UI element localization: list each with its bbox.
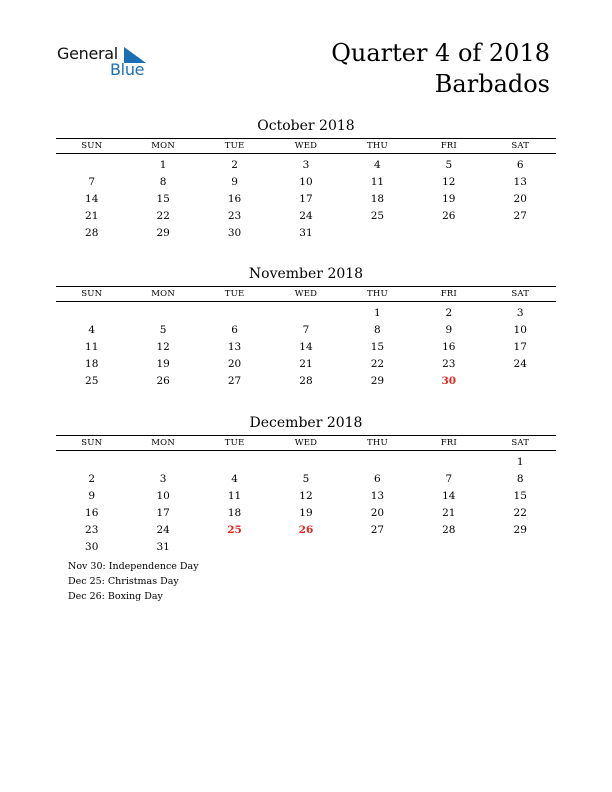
day-cell: 29	[156, 227, 170, 239]
day-cell: 10	[299, 176, 313, 188]
weekday-header: TUE	[224, 289, 245, 299]
day-cell: 19	[442, 193, 456, 205]
week-row	[56, 339, 556, 355]
day-cell: 1	[159, 159, 167, 171]
weekday-header: FRI	[440, 438, 457, 448]
day-cell: 16	[227, 193, 242, 205]
day-cell: 15	[156, 193, 170, 205]
day-cell: 9	[445, 324, 453, 336]
day-cell: 17	[299, 193, 313, 205]
weekday-header-row	[56, 435, 556, 451]
holiday-day-cell: 25	[227, 524, 242, 536]
day-cell: 14	[442, 490, 456, 502]
day-cell: 18	[85, 358, 99, 370]
logo-general-text: General	[57, 44, 118, 63]
day-cell: 7	[302, 324, 310, 336]
day-cell: 4	[374, 159, 381, 171]
weekday-header-row	[56, 286, 556, 302]
day-cell: 5	[445, 159, 453, 171]
day-cell: 14	[85, 193, 99, 205]
day-cell: 6	[231, 324, 238, 336]
weeks	[56, 157, 556, 241]
day-cell: 30	[85, 541, 99, 553]
holiday-day-cell: 30	[441, 375, 457, 387]
weekday-header: WED	[294, 141, 318, 151]
weeks	[56, 305, 556, 389]
weekday-header-row	[56, 138, 556, 154]
day-cell: 9	[88, 490, 96, 502]
page-title	[331, 38, 550, 100]
month-title: October 2018	[257, 118, 355, 134]
week-row	[56, 505, 556, 521]
weekday-header: WED	[294, 438, 318, 448]
holiday-day-cell: 26	[298, 524, 314, 536]
holiday-notes	[68, 559, 199, 604]
day-cell: 22	[156, 210, 170, 222]
weekday-header: MON	[151, 141, 175, 151]
week-row	[56, 157, 556, 173]
weekday-header: SAT	[511, 438, 530, 448]
day-cell: 10	[156, 490, 170, 502]
holiday-note: Dec 25: Christmas Day	[68, 576, 179, 587]
weekday-header: THU	[366, 289, 388, 299]
week-row	[56, 471, 556, 487]
week-row	[56, 522, 556, 538]
day-cell: 22	[513, 507, 527, 519]
day-cell: 15	[513, 490, 527, 502]
day-cell: 31	[156, 541, 170, 553]
day-cell: 27	[513, 210, 527, 222]
holiday-note: Dec 26: Boxing Day	[68, 591, 163, 602]
weekday-header: SUN	[81, 438, 103, 448]
week-row	[56, 539, 556, 555]
day-cell: 10	[513, 324, 527, 336]
day-cell: 8	[159, 176, 167, 188]
day-cell: 30	[227, 227, 242, 239]
weeks	[56, 454, 556, 555]
day-cell: 23	[85, 524, 99, 536]
day-cell: 2	[445, 307, 453, 319]
weekday-header: THU	[366, 438, 388, 448]
logo	[57, 44, 157, 84]
day-cell: 3	[159, 473, 167, 485]
month-november	[56, 265, 556, 389]
weekday-header: SUN	[81, 289, 103, 299]
day-cell: 24	[156, 524, 170, 536]
weekday-header: SAT	[511, 289, 530, 299]
day-cell: 25	[370, 210, 385, 222]
day-cell: 8	[374, 324, 381, 336]
day-cell: 16	[85, 507, 99, 519]
day-cell: 7	[445, 473, 453, 485]
day-cell: 18	[227, 507, 242, 519]
day-cell: 21	[85, 210, 99, 222]
weekday-header: TUE	[224, 438, 245, 448]
week-row	[56, 208, 556, 224]
day-cell: 5	[159, 324, 167, 336]
title-quarter: Quarter 4 of 2018	[331, 39, 550, 67]
day-cell: 28	[442, 524, 456, 536]
day-cell: 14	[299, 341, 313, 353]
day-cell: 24	[513, 358, 527, 370]
month-october	[56, 117, 556, 241]
day-cell: 22	[370, 358, 385, 370]
weekday-header: TUE	[224, 141, 245, 151]
week-row	[56, 356, 556, 372]
week-row	[56, 488, 556, 504]
day-cell: 21	[442, 507, 456, 519]
weekday-header: THU	[366, 141, 388, 151]
day-cell: 29	[370, 375, 385, 387]
weekday-header: WED	[294, 289, 318, 299]
day-cell: 12	[156, 341, 170, 353]
week-row	[56, 191, 556, 207]
month-title: December 2018	[249, 415, 363, 431]
day-cell: 18	[370, 193, 385, 205]
day-cell: 7	[88, 176, 96, 188]
month-december	[56, 414, 556, 555]
day-cell: 23	[227, 210, 242, 222]
day-cell: 9	[231, 176, 238, 188]
title-country: Barbados	[434, 70, 550, 98]
day-cell: 20	[513, 193, 527, 205]
day-cell: 24	[299, 210, 313, 222]
day-cell: 27	[370, 524, 385, 536]
day-cell: 17	[156, 507, 170, 519]
day-cell: 13	[227, 341, 242, 353]
day-cell: 11	[370, 176, 385, 188]
week-row	[56, 225, 556, 241]
day-cell: 4	[88, 324, 96, 336]
week-row	[56, 454, 556, 470]
month-title: November 2018	[248, 266, 364, 282]
day-cell: 27	[227, 375, 242, 387]
day-cell: 19	[299, 507, 313, 519]
day-cell: 23	[442, 358, 456, 370]
weekday-header: SAT	[511, 141, 530, 151]
day-cell: 3	[302, 159, 310, 171]
day-cell: 13	[513, 176, 527, 188]
week-row	[56, 174, 556, 190]
day-cell: 5	[302, 473, 310, 485]
day-cell: 28	[299, 375, 313, 387]
week-row	[56, 322, 556, 338]
day-cell: 2	[231, 159, 238, 171]
day-cell: 12	[299, 490, 313, 502]
day-cell: 3	[516, 307, 524, 319]
day-cell: 21	[299, 358, 313, 370]
day-cell: 11	[227, 490, 242, 502]
day-cell: 6	[374, 473, 381, 485]
day-cell: 12	[442, 176, 456, 188]
day-cell: 17	[513, 341, 527, 353]
day-cell: 15	[370, 341, 385, 353]
day-cell: 20	[227, 358, 242, 370]
week-row	[56, 305, 556, 321]
day-cell: 31	[299, 227, 313, 239]
day-cell: 20	[370, 507, 385, 519]
weekday-header: FRI	[440, 289, 457, 299]
day-cell: 13	[370, 490, 385, 502]
day-cell: 16	[442, 341, 456, 353]
day-cell: 1	[374, 307, 381, 319]
weekday-header: MON	[151, 438, 175, 448]
day-cell: 25	[85, 375, 99, 387]
weekday-header: SUN	[81, 141, 103, 151]
day-cell: 1	[516, 456, 524, 468]
weekday-header: FRI	[440, 141, 457, 151]
day-cell: 8	[516, 473, 524, 485]
day-cell: 26	[442, 210, 456, 222]
weekday-header: MON	[151, 289, 175, 299]
day-cell: 6	[516, 159, 524, 171]
day-cell: 29	[513, 524, 527, 536]
day-cell: 26	[156, 375, 170, 387]
day-cell: 4	[231, 473, 238, 485]
day-cell: 28	[85, 227, 99, 239]
day-cell: 19	[156, 358, 170, 370]
holiday-note: Nov 30: Independence Day	[68, 561, 199, 572]
day-cell: 2	[88, 473, 96, 485]
day-cell: 11	[85, 341, 99, 353]
week-row	[56, 373, 556, 389]
logo-blue-text: Blue	[110, 60, 145, 79]
